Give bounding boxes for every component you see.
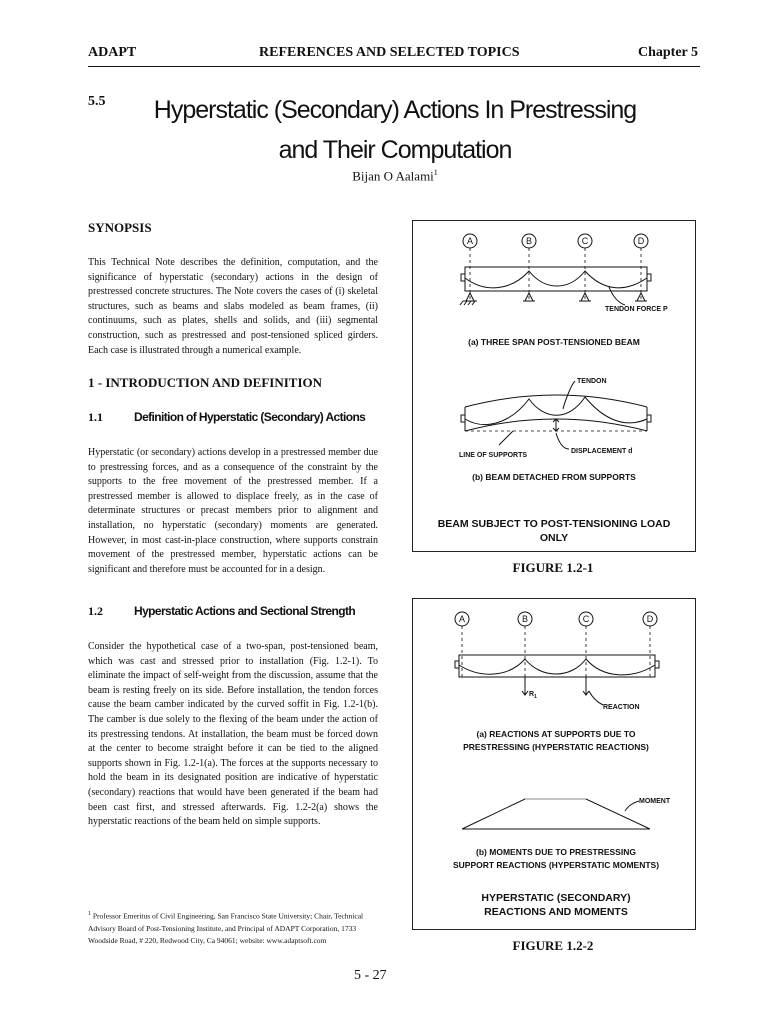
page-title (140, 90, 650, 170)
footnote-text: Professor Emeritus of Civil Engineering, San Francisco State University; Chair, Technical Advisory Board of Post-Tensioning Institute, and Principal of ADAPT Corporation, 1733 Woodside Road, # 220, Redwood City, Ca 94061; website: www.adaptsoft.com (88, 911, 364, 945)
author-note-mark: 1 (433, 168, 438, 177)
figure-1-2-1-caption: FIGURE 1.2-1 (512, 560, 594, 575)
intro-heading: 1 - INTRODUCTION AND DEFINITION (88, 375, 323, 390)
figure1-summary-line-1: BEAM SUBJECT TO POST-TENSIONING LOAD (437, 518, 671, 530)
label-r1-subscript: 1 (534, 694, 537, 700)
support-label-c: C (581, 236, 589, 246)
section-1-1-text: Hyperstatic (or secondary) actions develop in a prestressed member due to prestressing forces, and as a consequence of the constraint by the supports to the free movement of the prestressed member. If a prestressed member is allowed to displace freely, as in the case of determinate structures or precast members prior to alignment and installation, no hyperstatic (secondary) moments are generated. However, in most cast-in-place construction, where supports constrain movement of the prestressed member, hyperstatic actions can be significant and therefore must be accounted for in a design. (88, 447, 378, 575)
label-moment: MOMENT (639, 798, 671, 805)
displacement-marker (553, 419, 559, 431)
section-number: 5.5 (88, 94, 106, 109)
figure2-sub-b-line-1: (b) MOMENTS DUE TO PRESTRESSING (476, 847, 636, 857)
author (140, 168, 650, 184)
figure-1-2-2 (412, 598, 696, 930)
reaction-arrow-r2 (583, 677, 589, 695)
header-left: ADAPT (88, 45, 137, 60)
figure2-summary-line-1: HYPERSTATIC (SECONDARY) (481, 892, 631, 904)
figure2-summary-line-2: REACTIONS AND MOMENTS (484, 906, 628, 918)
support-label-c: C (582, 614, 590, 624)
author-name: Bijan O Aalami (352, 168, 434, 184)
label-r1 (529, 691, 537, 700)
support-label-b: B (525, 236, 533, 246)
moment-leader (625, 801, 639, 811)
synopsis-text: This Technical Note describes the definition, computation, and the significance of hyperstatic (secondary) actions in the design of prestressed concrete structures. The Note covers the cases of (i) skeletal structures, such as beams and slabs modeled as beam frames, (ii) continuums, such as plates, shells and solids, and (iii) segmental construction, such as prestressed and post-tensioned spliced girders. Each case is illustrated through a numerical example. (88, 257, 378, 356)
figure-1-2-2-drawing (413, 599, 695, 929)
section-1-2-title: Hyperstatic Actions and Sectional Strength (134, 604, 356, 618)
figure1-summary-line-2: ONLY (539, 532, 569, 544)
footnote-mark: 1 (88, 911, 91, 917)
anchor-left-a (461, 274, 465, 281)
footnote (88, 908, 378, 947)
page-number: 5 - 27 (354, 968, 387, 983)
support-label-d: D (646, 614, 654, 624)
title-line-2: and Their Computation (278, 136, 512, 164)
tendon-a (465, 271, 647, 288)
figure1-sub-b: (b) BEAM DETACHED FROM SUPPORTS (472, 472, 636, 482)
figure-1-2-1-drawing (413, 221, 695, 551)
synopsis-heading: SYNOPSIS (88, 220, 152, 235)
anchor-right-a (647, 274, 651, 281)
support-label-b: B (521, 614, 529, 624)
support-label-a: A (466, 236, 474, 246)
header-center: REFERENCES AND SELECTED TOPICS (259, 45, 520, 60)
section-1-2-heading (88, 604, 378, 619)
label-tendon: TENDON (577, 378, 607, 385)
tendon-2a (459, 659, 655, 675)
figure1-sub-a: (a) THREE SPAN POST-TENSIONED BEAM (468, 337, 640, 347)
figure-1-2-1 (412, 220, 696, 552)
figure2-sub-a-line-1: (a) REACTIONS AT SUPPORTS DUE TO (476, 729, 636, 739)
title-line-1: Hyperstatic (Secondary) Actions In Prestressing (153, 96, 637, 124)
figure2-sub-b-line-2: SUPPORT REACTIONS (HYPERSTATIC MOMENTS) (452, 860, 660, 870)
header-rule (88, 66, 700, 67)
beam-b-top (465, 395, 647, 407)
support-label-d: D (637, 236, 645, 246)
figure2-sub-a-line-2: PRESTRESSING (HYPERSTATIC REACTIONS) (463, 742, 649, 752)
label-r1-letter: R (529, 691, 535, 698)
support-label-a: A (458, 614, 466, 624)
label-reaction: REACTION (603, 704, 640, 711)
label-line-of-supports: LINE OF SUPPORTS (459, 452, 528, 459)
figure-1-2-2-caption: FIGURE 1.2-2 (512, 938, 594, 953)
line-of-supports-leader (499, 431, 513, 445)
section-1-1-number: 1.1 (88, 410, 103, 424)
tendon-force-leader (609, 287, 625, 305)
label-tendon-force: TENDON FORCE P (605, 306, 668, 313)
moment-diagram (462, 799, 650, 829)
section-1-2-text: Consider the hypothetical case of a two-span, post-tensioned beam, which was cast and stressed prior to installation (Fig. 1.2-1). To eliminate the impact of self-weight from the discussion, assume that the beam is resting freely on its side. Before installation, the tendon forces cause the beam camber indicated by the curved soffit in Fig. 1.2-1(b). The camber is due solely to the flexing of the beam under the action of its prestressing tendons. At installation, the beam must be forced down at the center to become straight before it can be tied to the aligned supports shown in Fig. 1.2-1(a). The forces at the supports necessary to hold the beam in its designated position are indicative of hyperstatic (secondary) reactions that would have been generated if the beam had been cast first, and stressed afterwards. Fig. 1.2-2(a) shows the hyperstatic reactions of the beam held on simple supports. (88, 641, 378, 828)
header-right: Chapter 5 (638, 45, 699, 60)
label-displacement: DISPLACEMENT d (571, 448, 633, 455)
section-1-1-title: Definition of Hyperstatic (Secondary) Actions (134, 410, 366, 424)
section-1-1-heading (88, 410, 378, 425)
section-1-2-number: 1.2 (88, 604, 103, 618)
reaction-arrow-r1 (522, 677, 528, 695)
reaction-leader (589, 691, 603, 705)
displacement-leader (556, 433, 569, 449)
